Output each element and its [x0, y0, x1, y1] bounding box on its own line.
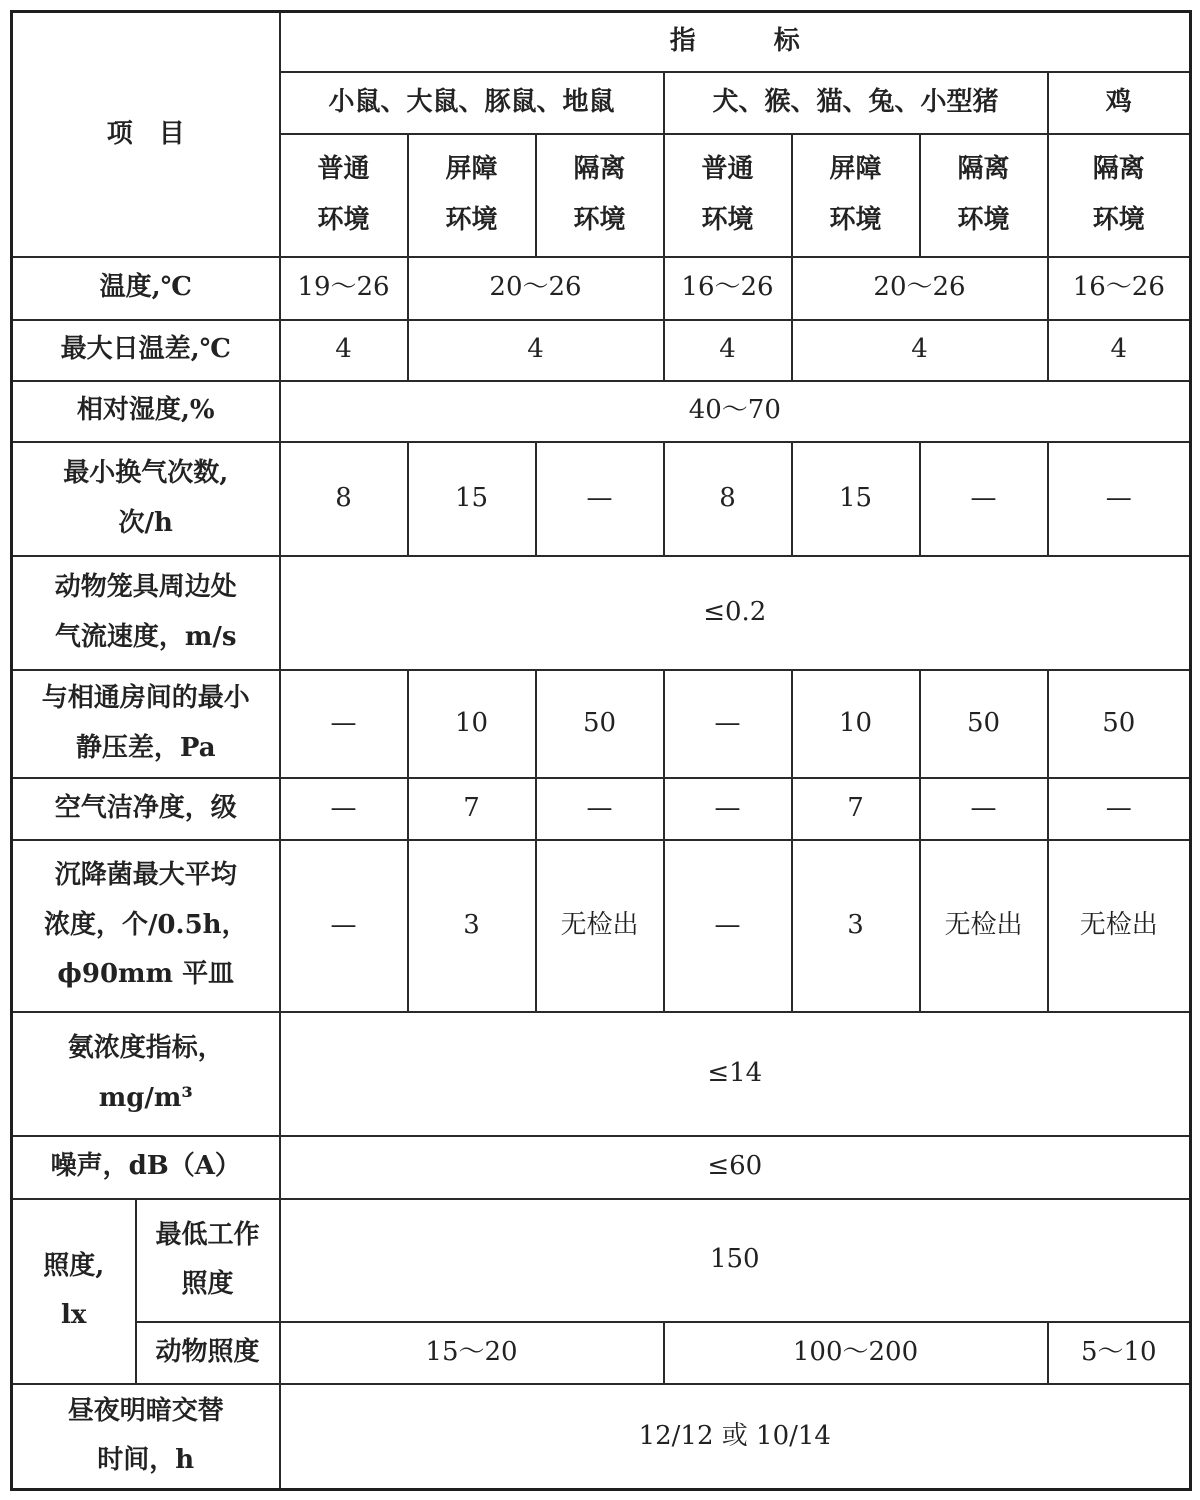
cell: 16～26 — [1048, 257, 1191, 320]
cell: 15 — [792, 442, 920, 556]
cell: 4 — [1048, 320, 1191, 381]
cell: 4 — [408, 320, 664, 381]
table-row-temperature — [12, 257, 1191, 320]
cell: 19～26 — [280, 257, 408, 320]
cell: 15 — [408, 442, 536, 556]
cell: ≤14 — [280, 1012, 1191, 1136]
cell: 150 — [280, 1199, 1191, 1322]
table-row-humidity — [12, 381, 1191, 442]
row-label: 动物笼具周边处 气流速度，m/s — [12, 556, 280, 670]
environment-indicator-table — [10, 10, 1192, 1491]
table-row-ammonia — [12, 1012, 1191, 1136]
row-label: 相对湿度,% — [12, 381, 280, 442]
row-label-illuminance: 照度, lx — [12, 1199, 136, 1384]
cell: — — [280, 778, 408, 840]
cell: 4 — [664, 320, 792, 381]
table-row-cleanliness — [12, 778, 1191, 840]
row-sublabel: 动物照度 — [136, 1322, 280, 1384]
cell: 4 — [792, 320, 1048, 381]
cell: — — [1048, 778, 1191, 840]
cell: 7 — [792, 778, 920, 840]
table-row-illuminance-animal — [12, 1322, 1191, 1384]
cell: 20～26 — [408, 257, 664, 320]
cell: 8 — [664, 442, 792, 556]
group-chicken-header: 鸡 — [1048, 72, 1191, 134]
cell: — — [536, 442, 664, 556]
row-label: 空气洁净度，级 — [12, 778, 280, 840]
row-label: 最大日温差,℃ — [12, 320, 280, 381]
cell: 20～26 — [792, 257, 1048, 320]
table-row-pressure — [12, 670, 1191, 778]
cell: 12/12 或 10/14 — [280, 1384, 1191, 1490]
table-row-daynight — [12, 1384, 1191, 1490]
env-isolation-3: 隔离 环境 — [1048, 134, 1191, 257]
cell: 50 — [920, 670, 1048, 778]
item-header: 项 目 — [12, 12, 280, 257]
cell: ≤60 — [280, 1136, 1191, 1199]
cell: — — [536, 778, 664, 840]
cell: 10 — [792, 670, 920, 778]
table-row-noise — [12, 1136, 1191, 1199]
table-row-airflow — [12, 556, 1191, 670]
cell: — — [280, 670, 408, 778]
row-label: 与相通房间的最小 静压差，Pa — [12, 670, 280, 778]
row-sublabel: 最低工作 照度 — [136, 1199, 280, 1322]
row-label: 昼夜明暗交替 时间，h — [12, 1384, 280, 1490]
cell: 15～20 — [280, 1322, 664, 1384]
cell: ≤0.2 — [280, 556, 1191, 670]
row-label: 噪声，dB（A） — [12, 1136, 280, 1199]
row-label: 沉降菌最大平均 浓度，个/0.5h， ϕ90mm 平皿 — [12, 840, 280, 1012]
group-rodents-header: 小鼠、大鼠、豚鼠、地鼠 — [280, 72, 664, 134]
row-label: 温度,℃ — [12, 257, 280, 320]
cell: 7 — [408, 778, 536, 840]
env-isolation-1: 隔离 环境 — [536, 134, 664, 257]
cell: 8 — [280, 442, 408, 556]
cell: — — [920, 778, 1048, 840]
table-row-max-daily-diff — [12, 320, 1191, 381]
cell: — — [920, 442, 1048, 556]
table-row-air-change — [12, 442, 1191, 556]
cell: 10 — [408, 670, 536, 778]
table-row-bacteria — [12, 840, 1191, 1012]
cell: 无检出 — [536, 840, 664, 1012]
table-row-illuminance-work — [12, 1199, 1191, 1322]
cell: — — [664, 778, 792, 840]
cell: 3 — [792, 840, 920, 1012]
cell: — — [1048, 442, 1191, 556]
cell: 无检出 — [920, 840, 1048, 1012]
row-label: 氨浓度指标， mg/m³ — [12, 1012, 280, 1136]
env-barrier-2: 屏障 环境 — [792, 134, 920, 257]
cell: 16～26 — [664, 257, 792, 320]
cell: — — [664, 840, 792, 1012]
group-mammals-header: 犬、猴、猫、兔、小型猪 — [664, 72, 1048, 134]
cell: 100～200 — [664, 1322, 1048, 1384]
env-isolation-2: 隔离 环境 — [920, 134, 1048, 257]
cell: 4 — [280, 320, 408, 381]
cell: 40～70 — [280, 381, 1191, 442]
env-barrier-1: 屏障 环境 — [408, 134, 536, 257]
cell: — — [664, 670, 792, 778]
env-normal-1: 普通 环境 — [280, 134, 408, 257]
cell: 5～10 — [1048, 1322, 1191, 1384]
cell: — — [280, 840, 408, 1012]
row-label: 最小换气次数, 次/h — [12, 442, 280, 556]
cell: 50 — [536, 670, 664, 778]
indicator-header: 指 标 — [280, 12, 1191, 72]
cell: 3 — [408, 840, 536, 1012]
cell: 无检出 — [1048, 840, 1191, 1012]
cell: 50 — [1048, 670, 1191, 778]
env-normal-2: 普通 环境 — [664, 134, 792, 257]
